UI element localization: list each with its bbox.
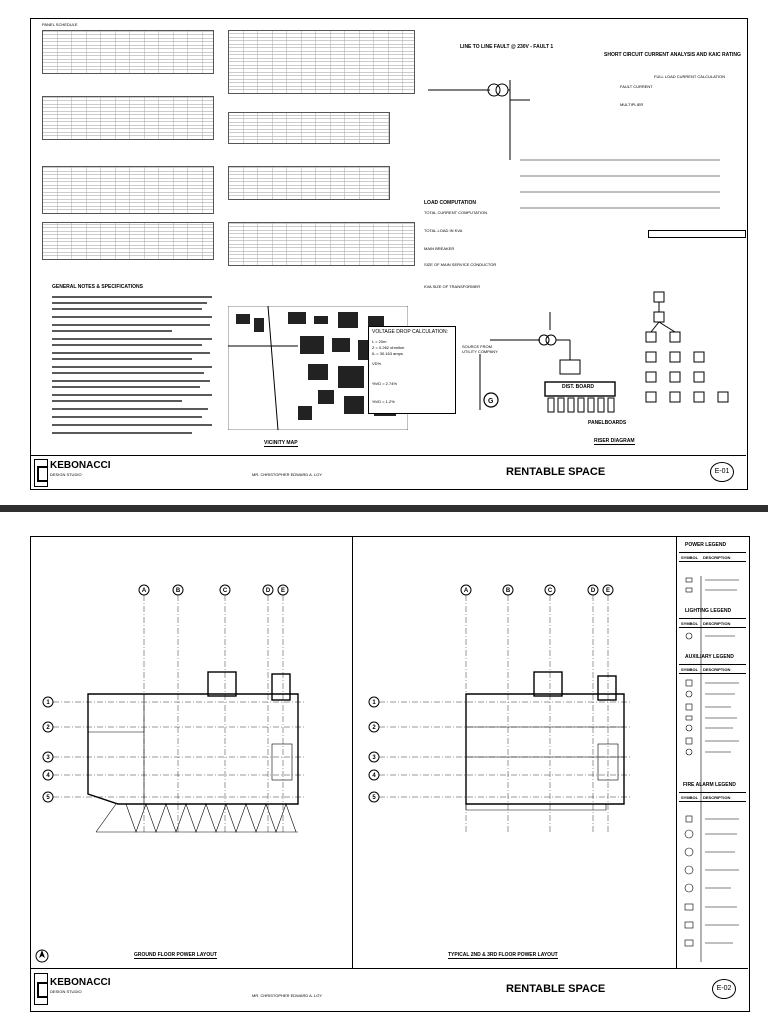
- legend-col-description: DESCRIPTION: [703, 621, 731, 626]
- typical-floor-label: TYPICAL 2ND & 3RD FLOOR POWER LAYOUT: [448, 952, 558, 958]
- grid-label: 4: [46, 773, 50, 779]
- legend-symbols: [681, 576, 745, 966]
- vd-line: VD%: [372, 361, 382, 366]
- grid-label: E: [280, 588, 286, 594]
- panel-schedule-table: [228, 30, 415, 94]
- load-computation-title: LOAD COMPUTATION: [424, 200, 477, 206]
- grid-label: 3: [46, 755, 50, 761]
- panel-schedule-table: [42, 222, 214, 260]
- riser-diagram-label: RISER DIAGRAM: [594, 438, 635, 444]
- panel-riser-blocks: [640, 286, 740, 426]
- sheet-divider: [0, 505, 768, 512]
- legend-title: AUXILIARY LEGEND: [685, 654, 734, 660]
- firm-logo: [34, 459, 48, 487]
- view-divider: [352, 536, 353, 968]
- voltage-drop-box: [368, 326, 456, 414]
- grid-label: A: [141, 588, 147, 594]
- dist-board-label: DIST. BOARD: [562, 384, 594, 390]
- vicinity-map-label: VICINITY MAP: [264, 440, 298, 446]
- ground-floor-plan: [36, 582, 336, 902]
- grid-label: 1: [372, 700, 376, 706]
- grid-label: E: [605, 588, 611, 594]
- grid-label: 2: [46, 725, 50, 731]
- project-title: RENTABLE SPACE: [506, 983, 606, 995]
- legend-col-symbol: SYMBOL: [681, 667, 699, 672]
- firm-name: KEBONACCI: [50, 977, 111, 988]
- panel-schedule-table: [42, 166, 214, 214]
- load-line: SIZE OF MAIN SERVICE CONDUCTOR: [424, 262, 497, 267]
- schedule-title: PANEL SCHEDULE: [42, 22, 78, 27]
- legend-panel: [679, 536, 746, 968]
- load-line: TOTAL CURRENT COMPUTATION: [424, 210, 488, 215]
- grid-label: D: [265, 588, 271, 594]
- fault-note: MULTIPLIER: [620, 102, 644, 107]
- typical-floor-plan: [362, 582, 662, 902]
- fault-note: FULL LOAD CURRENT CALCULATION: [654, 74, 726, 79]
- general-notes-text: [52, 293, 220, 443]
- legend-col-description: DESCRIPTION: [703, 667, 731, 672]
- panel-schedule-table: [228, 222, 415, 266]
- fault-note: FAULT CURRENT: [620, 84, 653, 89]
- general-notes-title: GENERAL NOTES & SPECIFICATIONS: [52, 284, 143, 290]
- sheet-number: E-01: [710, 462, 734, 482]
- owner-name: MR. CHRISTOPHER EDWARD A. LOY: [252, 993, 323, 998]
- load-line: TOTAL LOAD IN KVA: [424, 228, 463, 233]
- grid-label: 4: [372, 773, 376, 779]
- grid-label: 1: [46, 700, 50, 706]
- vd-line: IL = 30.163 amps: [372, 351, 403, 356]
- voltage-drop-title: VOLTAGE DROP CALCULATION:: [372, 329, 449, 335]
- legend-title: POWER LEGEND: [685, 542, 727, 548]
- owner-name: MR. CHRISTOPHER EDWARD A. LOY: [252, 472, 323, 477]
- legend-title: LIGHTING LEGEND: [685, 608, 732, 614]
- fault-equations: [520, 150, 740, 230]
- panel-schedule-table: [42, 96, 214, 140]
- load-line: MAIN BREAKER: [424, 246, 455, 251]
- grid-label: B: [505, 588, 511, 594]
- project-title: RENTABLE SPACE: [506, 466, 606, 478]
- source-label: SOURCE FROM UTILITY COMPANY: [462, 344, 498, 354]
- legend-col-symbol: SYMBOL: [681, 795, 699, 800]
- firm-logo: [34, 973, 48, 1005]
- vd-line: %VD = 1.2%: [372, 399, 395, 404]
- grid-label: 2: [372, 725, 376, 731]
- panel-schedule-table: [228, 166, 390, 200]
- legend-col-symbol: SYMBOL: [681, 621, 699, 626]
- legend-col-symbol: SYMBOL: [681, 555, 699, 560]
- title-block: [30, 455, 746, 489]
- legend-divider: [676, 536, 677, 968]
- grid-label: 5: [372, 795, 376, 801]
- sheet-e01: [0, 0, 768, 505]
- vd-line: %VD = 2.74%: [372, 381, 398, 386]
- grid-label: B: [175, 588, 181, 594]
- legend-title: FIRE ALARM LEGEND: [683, 782, 736, 788]
- panel-schedule-table: [228, 112, 390, 144]
- grid-label: 3: [372, 755, 376, 761]
- north-arrow-icon: [34, 948, 50, 964]
- vd-line: Z = 0.262 ohm/km: [372, 345, 405, 350]
- panelboards-label: PANELBOARDS: [588, 420, 627, 426]
- firm-name: KEBONACCI: [50, 460, 111, 471]
- firm-sub: DESIGN STUDIO: [50, 989, 82, 994]
- grid-label: A: [463, 588, 469, 594]
- fault-title: LINE TO LINE FAULT @ 230V - FAULT 1: [460, 44, 554, 50]
- legend-col-description: DESCRIPTION: [703, 795, 731, 800]
- sheet-e02: [0, 512, 768, 1024]
- svg-text:G: G: [488, 398, 494, 405]
- panel-schedule-table: [42, 30, 214, 74]
- grid-label: D: [590, 588, 596, 594]
- short-circuit-title: SHORT CIRCUIT CURRENT ANALYSIS AND KAIC RATING: [604, 52, 741, 58]
- vd-line: L = 20m: [372, 339, 387, 344]
- grid-label: C: [222, 588, 228, 594]
- ground-floor-label: GROUND FLOOR POWER LAYOUT: [134, 952, 217, 958]
- legend-col-description: DESCRIPTION: [703, 555, 731, 560]
- grid-label: 5: [46, 795, 50, 801]
- title-block: [30, 968, 748, 1011]
- load-line: KVA SIZE OF TRANSFORMER: [424, 284, 481, 289]
- kaic-result-box: [648, 230, 746, 238]
- sheet-number: E-02: [712, 979, 736, 999]
- firm-sub: DESIGN STUDIO: [50, 472, 82, 477]
- grid-label: C: [547, 588, 553, 594]
